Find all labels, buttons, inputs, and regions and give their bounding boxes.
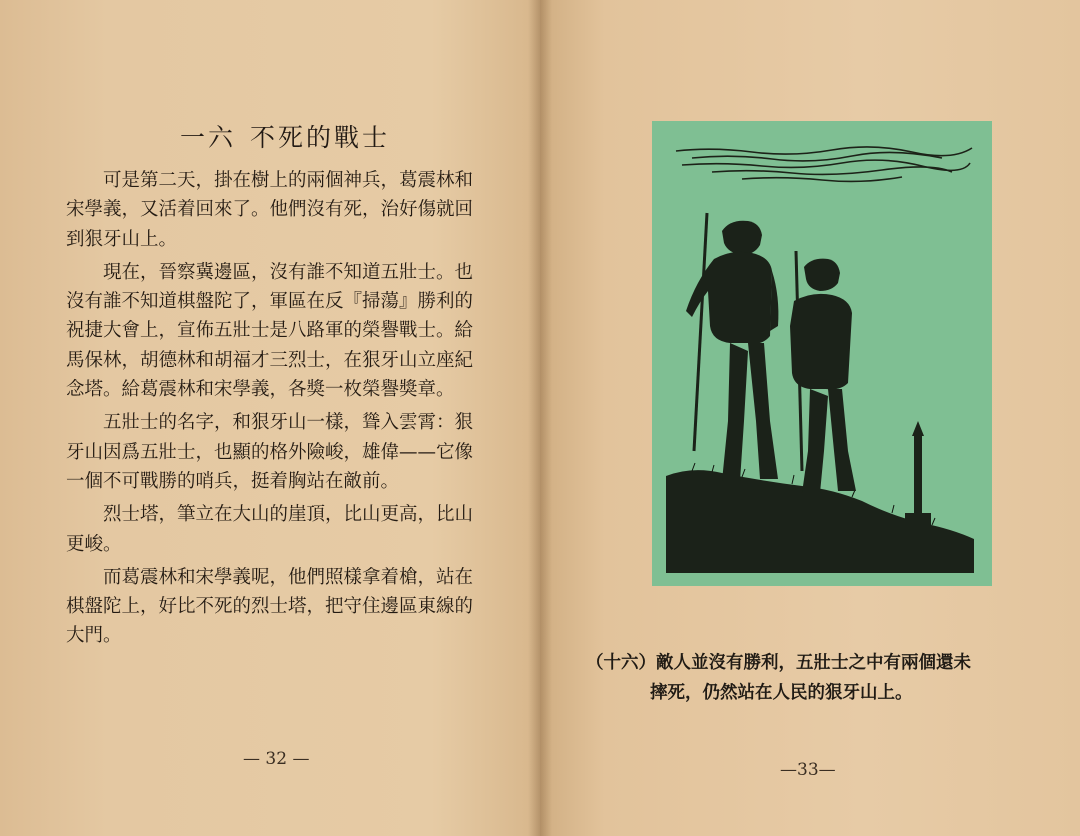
soldier-right <box>790 251 856 493</box>
caption-line-1: （十六）敵人並沒有勝利，五壯士之中有兩個還未 <box>586 653 971 673</box>
page-number-right: —33— <box>780 760 836 780</box>
paragraph: 可是第二天，掛在樹上的兩個神兵，葛震林和宋學義，又活着回來了。他們沒有死，治好傷就回到狠牙山上。 <box>66 170 474 250</box>
paragraph: 五壯士的名字，和狠牙山一樣，聳入雲霄：狠牙山因爲五壯士，也顯的格外險峻，雄偉——它像一個不可戰勝的哨兵，挺着胸站在敵前。 <box>66 412 474 492</box>
chapter-body <box>66 166 490 655</box>
woodcut-drawing <box>652 121 992 586</box>
book-gutter <box>528 0 552 836</box>
illustration-caption <box>586 648 1006 708</box>
paragraph: 烈士塔，筆立在大山的崖頂，比山更高，比山更峻。 <box>66 504 474 555</box>
sky-hatching <box>676 147 972 182</box>
chapter-title: 不死的戰士 <box>250 123 391 152</box>
memorial-tower <box>905 421 931 525</box>
chapter-heading <box>180 118 400 154</box>
woodcut-illustration <box>652 121 992 586</box>
paragraph: 而葛震林和宋學義呢，他們照樣拿着槍，站在棋盤陀上，好比不死的烈士塔，把守住邊區東線的大門。 <box>66 566 474 647</box>
soldier-left <box>686 213 778 481</box>
chapter-number: 一六 <box>180 123 237 152</box>
paragraph: 現在，晉察冀邊區，沒有誰不知道五壯士。也沒有誰不知道棋盤陀了，軍區在反『掃蕩』勝利的祝捷大會上，宣佈五壯士是八路軍的榮譽戰士。給馬保林，胡德林和胡福才三烈士，在狠牙山立座紀念塔。給葛震林和宋學義，各獎一枚榮譽獎章。 <box>66 261 474 401</box>
page-number-left: — 32 — <box>243 749 310 769</box>
caption-line-2: 摔死，仍然站在人民的狠牙山上。 <box>650 683 913 703</box>
